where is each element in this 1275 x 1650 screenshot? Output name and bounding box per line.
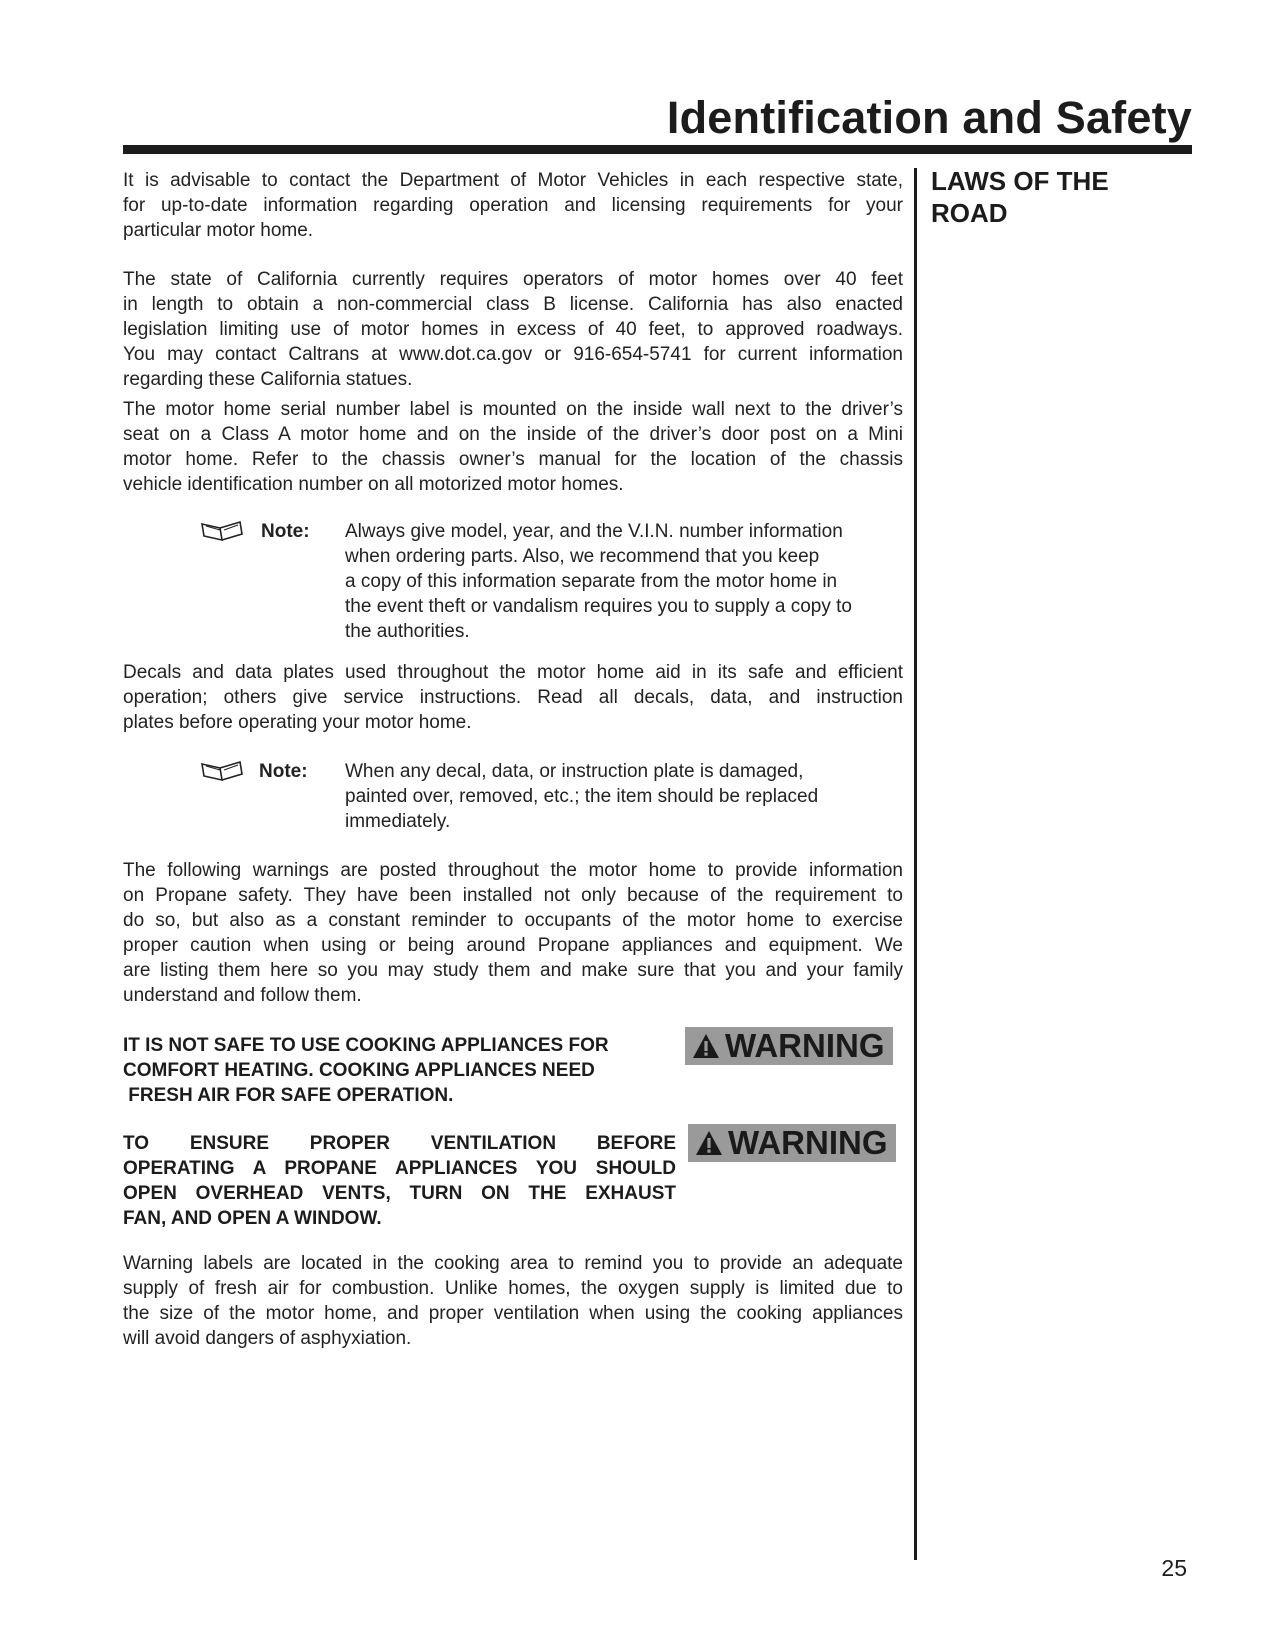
paragraph-line: Warning labels are located in the cooking area to remind you to provide an adequate xyxy=(123,1253,903,1274)
paragraph-line: in length to obtain a non-commercial class B license. California has also enacted xyxy=(123,294,903,315)
paragraph-serial-label xyxy=(123,397,903,497)
warning-badge xyxy=(685,1027,893,1065)
paragraph-decals xyxy=(123,660,903,735)
note-line: immediately. xyxy=(345,811,451,832)
paragraph-line: motor home. Refer to the chassis owner’s manual for the location of the chassis xyxy=(123,449,903,470)
note-label: Note: xyxy=(259,761,308,782)
warning-line: FAN, AND OPEN A WINDOW. xyxy=(123,1208,382,1229)
paragraph-line: The motor home serial number label is mounted on the inside wall next to the driver’s xyxy=(123,399,903,420)
paragraph-line: understand and follow them. xyxy=(123,985,362,1006)
note-line: When any decal, data, or instruction plate is damaged, xyxy=(345,761,804,782)
note-line: when ordering parts. Also, we recommend that you keep xyxy=(345,546,820,567)
warning-line: COMFORT HEATING. COOKING APPLIANCES NEED xyxy=(123,1060,595,1081)
note-line: painted over, removed, etc.; the item should be replaced xyxy=(345,786,819,807)
warning-badge-label: WARNING xyxy=(728,1124,888,1161)
note-line: Always give model, year, and the V.I.N. number information xyxy=(345,521,843,542)
book-icon xyxy=(198,758,246,784)
paragraph-line: proper caution when using or being around Propane appliances and equipment. We xyxy=(123,935,903,956)
note-text xyxy=(345,519,905,644)
paragraph-line: will avoid dangers of asphyxiation. xyxy=(123,1328,412,1349)
warning-triangle-icon xyxy=(694,1129,724,1157)
paragraph-line: You may contact Caltrans at www.dot.ca.gov or 916-654-5741 for current information xyxy=(123,344,903,365)
paragraph-line: It is advisable to contact the Department of Motor Vehicles in each respective state, xyxy=(123,170,903,191)
paragraph-line: supply of fresh air for combustion. Unlike homes, the oxygen supply is limited due to xyxy=(123,1278,903,1299)
warning-line: IT IS NOT SAFE TO USE COOKING APPLIANCES FOR xyxy=(123,1035,609,1056)
paragraph-line: are listing them here so you may study them and make sure that you and your family xyxy=(123,960,903,981)
paragraph-dmv xyxy=(123,168,903,243)
column-divider xyxy=(914,168,917,1560)
page-number: 25 xyxy=(1161,1555,1187,1581)
warning-line: FRESH AIR FOR SAFE OPERATION. xyxy=(123,1085,454,1106)
warning-badge xyxy=(688,1124,896,1162)
paragraph-line: Decals and data plates used throughout the motor home aid in its safe and efficient xyxy=(123,662,903,683)
warning-badge-label: WARNING xyxy=(725,1027,885,1064)
paragraph-line: on Propane safety. They have been installed not only because of the requirement to xyxy=(123,885,903,906)
paragraph-line: operation; others give service instructions. Read all decals, data, and instruction xyxy=(123,687,903,708)
note-label: Note: xyxy=(261,521,310,542)
paragraph-warning-labels xyxy=(123,1251,903,1351)
paragraph-line: The state of California currently requires operators of motor homes over 40 feet xyxy=(123,269,903,290)
page-title: Identification and Safety xyxy=(666,92,1192,143)
paragraph-line: plates before operating your motor home. xyxy=(123,712,472,733)
warning-text xyxy=(123,1033,676,1108)
paragraph-warnings-intro xyxy=(123,858,903,1008)
note-line: the event theft or vandalism requires you to supply a copy to xyxy=(345,596,852,617)
warning-line: TO ENSURE PROPER VENTILATION BEFORE xyxy=(123,1133,676,1154)
book-icon xyxy=(198,518,246,544)
warning-text xyxy=(123,1131,676,1231)
note-line: a copy of this information separate from the motor home in xyxy=(345,571,838,592)
warning-line: OPEN OVERHEAD VENTS, TURN ON THE EXHAUST xyxy=(123,1183,676,1204)
section-heading-line-1: LAWS OF THE xyxy=(931,166,1109,196)
paragraph-line: for up-to-date information regarding operation and licensing requirements for your xyxy=(123,195,903,216)
paragraph-line: legislation limiting use of motor homes in excess of 40 feet, to approved roadways. xyxy=(123,319,903,340)
warning-line: OPERATING A PROPANE APPLIANCES YOU SHOULD xyxy=(123,1158,676,1179)
section-heading-line-2: ROAD xyxy=(931,198,1008,228)
note-text xyxy=(345,759,905,834)
paragraph-line: The following warnings are posted throughout the motor home to provide information xyxy=(123,860,903,881)
warning-triangle-icon xyxy=(691,1032,721,1060)
paragraph-california xyxy=(123,267,903,392)
paragraph-line: do so, but also as a constant reminder to occupants of the motor home to exercise xyxy=(123,910,903,931)
paragraph-line: regarding these California statues. xyxy=(123,369,413,390)
title-rule xyxy=(123,145,1192,154)
paragraph-line: the size of the motor home, and proper ventilation when using the cooking appliances xyxy=(123,1303,903,1324)
note-line: the authorities. xyxy=(345,621,470,642)
paragraph-line: particular motor home. xyxy=(123,220,314,241)
section-heading xyxy=(931,165,1151,229)
paragraph-line: seat on a Class A motor home and on the inside of the driver’s door post on a Mini xyxy=(123,424,903,445)
paragraph-line: vehicle identification number on all motorized motor homes. xyxy=(123,474,624,495)
